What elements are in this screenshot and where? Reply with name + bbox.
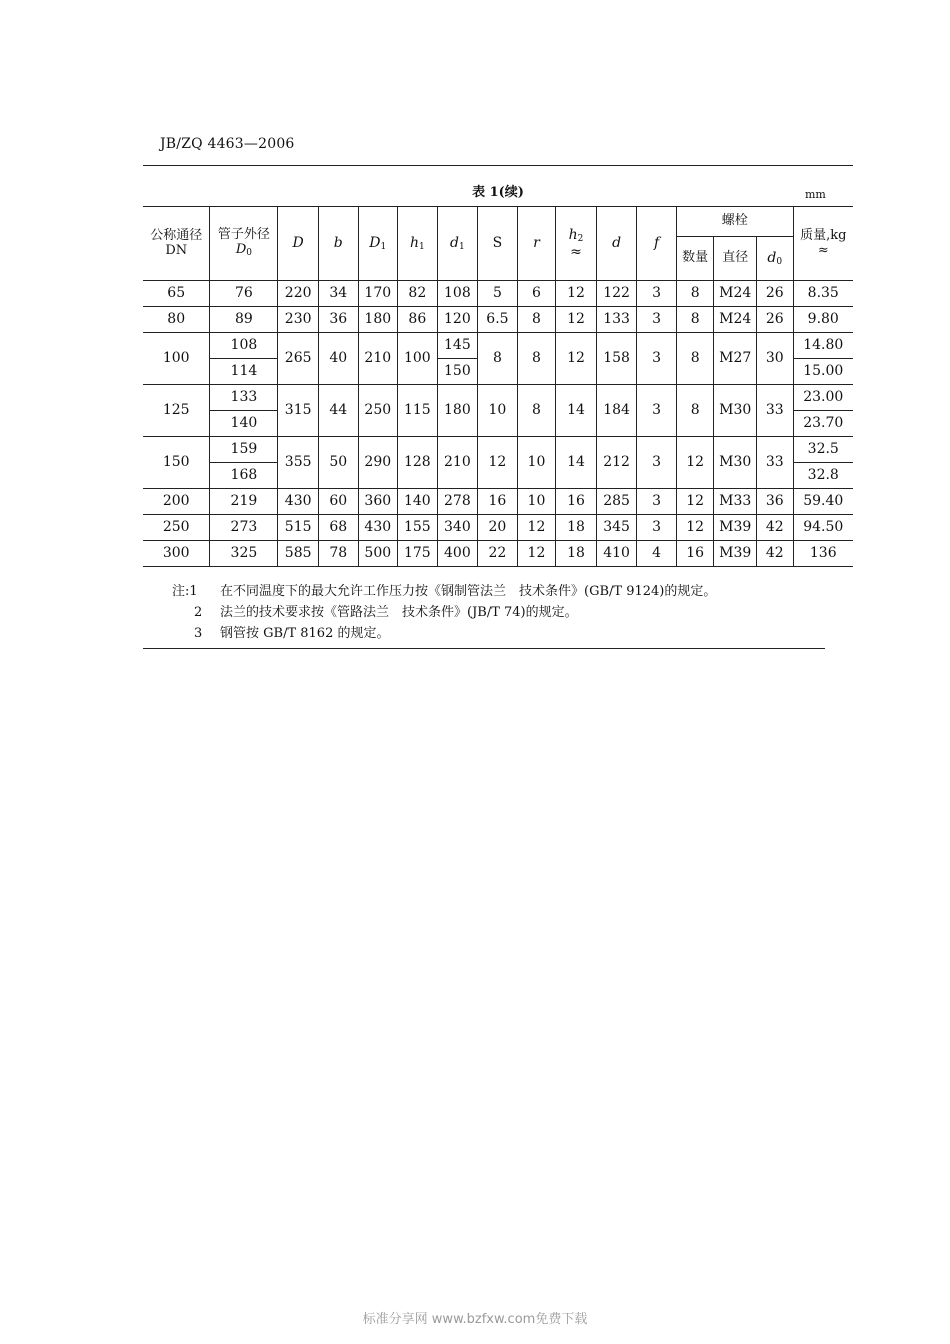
header-dn-line2: DN (165, 242, 188, 258)
cell-b: 44 (318, 385, 358, 437)
cell-qty: 12 (676, 489, 714, 515)
cell-f: 3 (637, 307, 677, 333)
cell-D1: 250 (358, 385, 398, 437)
cell-r: 8 (517, 385, 556, 437)
table-title: 表 1(续) (472, 185, 524, 200)
cell-dn: 125 (143, 385, 210, 437)
note-number: 3 (194, 626, 203, 641)
cell-d1: 180 (437, 385, 478, 437)
cell-D: 585 (278, 541, 319, 567)
cell-h2: 14 (556, 437, 597, 489)
cell-d: 122 (596, 281, 637, 307)
cell-dia: M39 (714, 515, 757, 541)
cell-od: 133 (210, 385, 278, 411)
cell-dia: M24 (714, 307, 757, 333)
cell-f: 3 (637, 281, 677, 307)
cell-d0: 30 (757, 333, 794, 385)
table-row (143, 515, 853, 541)
cell-mass: 59.40 (793, 489, 853, 515)
cell-od: 325 (210, 541, 278, 567)
table-body (143, 281, 853, 567)
cell-d0: 42 (757, 515, 794, 541)
cell-od: 168 (210, 463, 278, 489)
header-d: d (596, 207, 637, 281)
header-bolt-dia: 直径 (714, 237, 757, 281)
cell-d1: 400 (437, 541, 478, 567)
header-S: S (478, 207, 518, 281)
cell-D: 230 (278, 307, 319, 333)
cell-d1: 108 (437, 281, 478, 307)
cell-D: 315 (278, 385, 319, 437)
cell-d0: 33 (757, 437, 794, 489)
cell-D1: 210 (358, 333, 398, 385)
cell-D1: 360 (358, 489, 398, 515)
cell-S: 12 (478, 437, 518, 489)
cell-qty: 8 (676, 385, 714, 437)
cell-d1: 278 (437, 489, 478, 515)
cell-f: 3 (637, 437, 677, 489)
cell-dia: M39 (714, 541, 757, 567)
note-text: 钢管按 GB/T 8162 的规定。 (220, 626, 390, 641)
table-row (143, 333, 853, 359)
cell-h1: 82 (398, 281, 438, 307)
cell-d: 184 (596, 385, 637, 437)
cell-mass: 8.35 (793, 281, 853, 307)
cell-b: 68 (318, 515, 358, 541)
cell-S: 8 (478, 333, 518, 385)
cell-b: 78 (318, 541, 358, 567)
cell-r: 8 (517, 333, 556, 385)
cell-h1: 140 (398, 489, 438, 515)
cell-d1: 150 (437, 359, 478, 385)
cell-od: 219 (210, 489, 278, 515)
cell-qty: 12 (676, 515, 714, 541)
cell-d: 285 (596, 489, 637, 515)
cell-dn: 65 (143, 281, 210, 307)
cell-b: 60 (318, 489, 358, 515)
cell-od: 159 (210, 437, 278, 463)
cell-d1: 120 (437, 307, 478, 333)
standard-code: JB/ZQ 4463—2006 (160, 136, 295, 152)
cell-f: 4 (637, 541, 677, 567)
cell-D: 265 (278, 333, 319, 385)
cell-od: 114 (210, 359, 278, 385)
cell-dia: M33 (714, 489, 757, 515)
cell-mass: 32.8 (793, 463, 853, 489)
cell-D: 430 (278, 489, 319, 515)
table-row (143, 281, 853, 307)
table-header (143, 207, 853, 281)
cell-D: 355 (278, 437, 319, 489)
notes (172, 581, 812, 644)
cell-b: 50 (318, 437, 358, 489)
cell-r: 12 (517, 541, 556, 567)
cell-f: 3 (637, 333, 677, 385)
cell-b: 36 (318, 307, 358, 333)
cell-od: 76 (210, 281, 278, 307)
cell-d1: 210 (437, 437, 478, 489)
cell-qty: 16 (676, 541, 714, 567)
cell-h1: 100 (398, 333, 438, 385)
cell-h1: 155 (398, 515, 438, 541)
cell-r: 8 (517, 307, 556, 333)
cell-f: 3 (637, 385, 677, 437)
cell-h1: 86 (398, 307, 438, 333)
table-row (143, 307, 853, 333)
header-b: b (318, 207, 358, 281)
cell-mass: 136 (793, 541, 853, 567)
bottom-rule (143, 648, 825, 649)
cell-d0: 42 (757, 541, 794, 567)
cell-dn: 250 (143, 515, 210, 541)
cell-mass: 9.80 (793, 307, 853, 333)
header-mass-approx: ≈ (817, 242, 829, 258)
cell-dn: 150 (143, 437, 210, 489)
cell-D1: 290 (358, 437, 398, 489)
header-f: f (637, 207, 677, 281)
cell-S: 5 (478, 281, 518, 307)
header-bolt-qty: 数量 (676, 237, 714, 281)
cell-d: 158 (596, 333, 637, 385)
cell-od: 140 (210, 411, 278, 437)
cell-D1: 180 (358, 307, 398, 333)
top-rule (143, 165, 853, 166)
header-h2-approx: ≈ (570, 244, 582, 261)
cell-r: 10 (517, 437, 556, 489)
footer-watermark: 标准分享网 www.bzfxw.com免费下载 (362, 1312, 588, 1327)
note-number: 2 (194, 605, 203, 620)
cell-S: 22 (478, 541, 518, 567)
cell-h2: 12 (556, 307, 597, 333)
cell-dn: 200 (143, 489, 210, 515)
cell-qty: 8 (676, 333, 714, 385)
header-mass (793, 207, 853, 281)
cell-h1: 128 (398, 437, 438, 489)
cell-D: 220 (278, 281, 319, 307)
cell-d: 212 (596, 437, 637, 489)
cell-h2: 14 (556, 385, 597, 437)
note-3 (172, 623, 812, 644)
cell-qty: 8 (676, 307, 714, 333)
cell-mass: 23.00 (793, 385, 853, 411)
cell-h2: 18 (556, 515, 597, 541)
cell-dia: M27 (714, 333, 757, 385)
note-text: 法兰的技术要求按《管路法兰 技术条件》(JB/T 74)的规定。 (220, 605, 578, 620)
cell-qty: 8 (676, 281, 714, 307)
header-od (210, 207, 278, 281)
header-d1: $d_1$ (437, 207, 478, 281)
cell-d0: 36 (757, 489, 794, 515)
cell-h1: 175 (398, 541, 438, 567)
cell-b: 34 (318, 281, 358, 307)
header-D1: $D_1$ (358, 207, 398, 281)
header-od-symbol: $D_0$ (235, 242, 252, 259)
cell-b: 40 (318, 333, 358, 385)
cell-d1: 340 (437, 515, 478, 541)
cell-D1: 430 (358, 515, 398, 541)
header-h1: $h_1$ (398, 207, 438, 281)
cell-qty: 12 (676, 437, 714, 489)
header-bolt-group: 螺栓 (676, 207, 793, 237)
cell-h2: 18 (556, 541, 597, 567)
cell-dia: M24 (714, 281, 757, 307)
cell-S: 10 (478, 385, 518, 437)
header-dn-line1: 公称通径 (150, 227, 203, 243)
cell-D1: 500 (358, 541, 398, 567)
cell-mass: 94.50 (793, 515, 853, 541)
cell-d0: 26 (757, 281, 794, 307)
cell-dn: 300 (143, 541, 210, 567)
note-2 (172, 602, 812, 623)
cell-mass: 32.5 (793, 437, 853, 463)
cell-D1: 170 (358, 281, 398, 307)
cell-h2: 12 (556, 281, 597, 307)
cell-S: 16 (478, 489, 518, 515)
cell-dia: M30 (714, 385, 757, 437)
cell-S: 6.5 (478, 307, 518, 333)
cell-od: 89 (210, 307, 278, 333)
cell-D: 515 (278, 515, 319, 541)
cell-d1: 145 (437, 333, 478, 359)
cell-d: 345 (596, 515, 637, 541)
cell-dia: M30 (714, 437, 757, 489)
cell-d0: 26 (757, 307, 794, 333)
flange-spec-table (143, 206, 853, 567)
cell-dn: 80 (143, 307, 210, 333)
note-number: 注:1 (172, 584, 198, 599)
table-row (143, 541, 853, 567)
table-row (143, 437, 853, 463)
header-h2: $h_2$ ≈ (556, 207, 597, 281)
cell-mass: 23.70 (793, 411, 853, 437)
header-dn (143, 207, 210, 281)
cell-mass: 15.00 (793, 359, 853, 385)
cell-dn: 100 (143, 333, 210, 385)
cell-r: 12 (517, 515, 556, 541)
cell-r: 6 (517, 281, 556, 307)
note-text: 在不同温度下的最大允许工作压力按《钢制管法兰 技术条件》(GB/T 9124)的规定。 (220, 584, 717, 599)
cell-d: 133 (596, 307, 637, 333)
cell-r: 10 (517, 489, 556, 515)
note-1 (172, 581, 812, 602)
header-r: r (517, 207, 556, 281)
header-mass-line1: 质量,kg (800, 227, 847, 243)
cell-d: 410 (596, 541, 637, 567)
cell-od: 273 (210, 515, 278, 541)
table-row (143, 489, 853, 515)
header-od-line1: 管子外径 (217, 227, 270, 243)
cell-mass: 14.80 (793, 333, 853, 359)
unit-label: mm (805, 188, 826, 201)
cell-f: 3 (637, 489, 677, 515)
cell-h2: 16 (556, 489, 597, 515)
header-d0: $d_0$ (757, 237, 794, 281)
table-row (143, 385, 853, 411)
header-D: D (278, 207, 319, 281)
cell-h1: 115 (398, 385, 438, 437)
cell-f: 3 (637, 515, 677, 541)
cell-od: 108 (210, 333, 278, 359)
cell-d0: 33 (757, 385, 794, 437)
cell-h2: 12 (556, 333, 597, 385)
cell-S: 20 (478, 515, 518, 541)
